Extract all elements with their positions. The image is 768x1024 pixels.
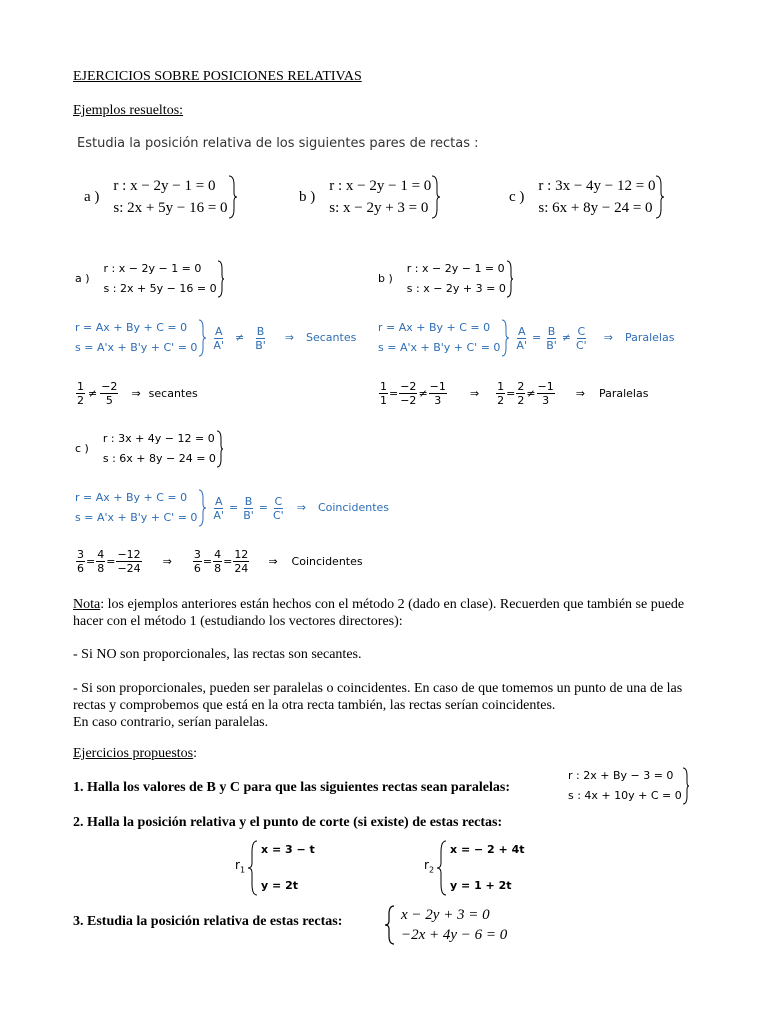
bullet-text-cont: En caso contrario, serían paralelas. (73, 715, 269, 730)
solution-c-numeric (75, 548, 363, 575)
solution-a-general (75, 318, 356, 358)
implies-icon: ⇒ (575, 387, 585, 400)
pair-a-r: r : x − 2y − 1 = 0 (113, 178, 216, 194)
note-paragraph (73, 596, 698, 630)
eq-symbol: = (506, 387, 516, 400)
frac-den: −24 (117, 562, 141, 575)
exercise-1-s: s : 4x + 10y + C = 0 (568, 789, 682, 802)
pair-c-s: s: 6x + 8y − 24 = 0 (538, 200, 653, 216)
frac-num: C (274, 494, 283, 508)
neq-symbol: ≠ (561, 331, 571, 344)
eq-symbol: = (531, 331, 542, 344)
frac-num: 4 (97, 548, 105, 561)
frac-num: 1 (77, 380, 84, 393)
frac-den: 3 (434, 394, 442, 407)
pair-c-label: c ) (509, 189, 525, 205)
proposed-colon: : (193, 746, 198, 761)
solution-c-system (75, 429, 224, 469)
r1-label: $r_1$ (235, 858, 246, 875)
general-s: s = A'x + B'y + C' = 0 (75, 341, 198, 354)
r2-label: $r_2$ (424, 858, 435, 875)
frac-num: 4 (214, 548, 222, 561)
solution-c-r: r : 3x + 4y − 12 = 0 (102, 432, 215, 445)
proposed-label: Ejercicios propuestos (73, 746, 194, 761)
bullet-proportional (73, 680, 698, 731)
pair-a-label: a ) (84, 189, 100, 205)
note-text: : los ejemplos anteriores están hechos con el método 2 (dado en clase). Recuerden que también se puede hacer con el método 1 (estudiando los vectores directores): (73, 597, 685, 629)
solution-c-general (75, 488, 389, 528)
frac-den: B' (255, 338, 266, 352)
frac-num: −1 (429, 380, 446, 393)
frac-num: 1 (497, 380, 505, 393)
frac-den: 24 (234, 562, 249, 575)
frac-num: 2 (517, 380, 525, 393)
pair-b-s: s: x − 2y + 3 = 0 (329, 200, 429, 216)
solution-b-system (378, 259, 514, 299)
frac-den: 2 (497, 394, 505, 407)
solution-b-label: b ) (378, 272, 393, 285)
result-label: Paralelas (624, 331, 675, 344)
pair-c (509, 175, 665, 219)
frac-num: A (214, 494, 223, 508)
eq-symbol: = (86, 555, 96, 568)
solution-b-s: s : x − 2y + 3 = 0 (406, 282, 506, 295)
page-title: EJERCICIOS SOBRE POSICIONES RELATIVAS (73, 69, 362, 84)
implies-icon: ⇒ (296, 501, 306, 514)
pair-b (299, 175, 441, 219)
frac-num: A (214, 324, 223, 338)
bullet-text: - Si son proporcionales, pueden ser paralelas o coincidentes. En caso de que tomemos un punto de una de las rectas y comprobemos que está en la otra recta también, las rectas serían coincidentes. (73, 681, 683, 713)
frac-num: B (244, 494, 253, 508)
brace-icon (436, 840, 448, 896)
result-label: Coincidentes (291, 555, 363, 568)
bullet-text: - Si NO son proporcionales, las rectas son secantes. (73, 647, 362, 662)
neq-symbol: ≠ (88, 387, 98, 400)
brace-icon (217, 260, 225, 298)
solution-a-system (75, 259, 225, 299)
exercise-1-system (568, 766, 690, 806)
result-label: Secantes (306, 331, 357, 344)
r2-x: x = − 2 + 4t (450, 843, 525, 856)
brace-icon (500, 319, 510, 357)
pair-a (84, 175, 238, 219)
solution-b-r: r : x − 2y − 1 = 0 (406, 262, 505, 275)
frac-den: B' (546, 338, 557, 352)
solution-b-numeric (378, 380, 648, 407)
solution-a-numeric (75, 380, 198, 407)
frac-den: C' (273, 508, 284, 522)
eq-symbol: = (223, 555, 233, 568)
neq-symbol: ≠ (234, 331, 245, 344)
frac-den: 2 (77, 394, 84, 407)
solution-a-label: a ) (75, 272, 90, 285)
frac-den: −2 (400, 394, 417, 407)
exercise-3: 3. Estudia la posición relativa de estas rectas: (73, 914, 343, 929)
solution-b-general (378, 318, 674, 358)
pair-b-label: b ) (299, 189, 316, 205)
general-r: r = Ax + By + C = 0 (378, 321, 491, 334)
brace-icon (197, 319, 207, 357)
frac-num: 12 (234, 548, 249, 561)
frac-num: −12 (117, 548, 141, 561)
section-solved-examples: Ejemplos resueltos: (73, 103, 184, 118)
neq-symbol: ≠ (526, 387, 536, 400)
frac-den: 5 (105, 394, 113, 407)
eq-symbol: = (202, 555, 213, 568)
eq-symbol: = (228, 501, 239, 514)
general-s: s = A'x + B'y + C' = 0 (75, 511, 198, 524)
eq-symbol: = (258, 501, 268, 514)
general-s: s = A'x + B'y + C' = 0 (378, 341, 501, 354)
result-label: Coincidentes (317, 501, 390, 514)
frac-num: −2 (400, 380, 417, 393)
solution-a-s: s : 2x + 5y − 16 = 0 (103, 282, 217, 295)
brace-icon (506, 260, 514, 298)
solution-a-r: r : x − 2y − 1 = 0 (103, 262, 202, 275)
brace-icon (655, 175, 665, 219)
general-r: r = Ax + By + C = 0 (75, 321, 188, 334)
frac-den: A' (213, 338, 224, 352)
implies-icon: ⇒ (284, 331, 294, 344)
r2-y: y = 1 + 2t (450, 879, 512, 892)
pair-c-r: r : 3x − 4y − 12 = 0 (538, 178, 656, 194)
pair-a-s: s: 2x + 5y − 16 = 0 (113, 200, 228, 216)
eq-symbol: = (389, 387, 399, 400)
section-proposed (73, 746, 197, 762)
exercise-1: 1. Halla los valores de B y C para que las siguientes rectas sean paralelas: (73, 780, 510, 795)
r1-x: x = 3 − t (261, 843, 315, 856)
frac-den: A' (213, 508, 224, 522)
result-label: secantes (148, 387, 198, 400)
frac-den: 6 (193, 562, 201, 575)
bullet-not-proportional (73, 646, 698, 663)
brace-icon (197, 489, 207, 527)
general-r: r = Ax + By + C = 0 (75, 491, 188, 504)
frac-den: B' (243, 508, 254, 522)
frac-den: 6 (77, 562, 84, 575)
result-label: Paralelas (598, 387, 649, 400)
frac-den: 8 (97, 562, 105, 575)
solution-c-label: c ) (75, 442, 89, 455)
implies-icon: ⇒ (268, 555, 278, 568)
brace-icon (228, 175, 238, 219)
exercise-2: 2. Halla la posición relativa y el punto de corte (si existe) de estas rectas: (73, 815, 503, 830)
frac-num: 1 (380, 380, 387, 393)
frac-num: 3 (193, 548, 201, 561)
frac-num: C (577, 324, 586, 338)
frac-num: −2 (101, 380, 118, 393)
frac-den: 1 (380, 394, 387, 407)
neq-symbol: ≠ (418, 387, 428, 400)
brace-icon (247, 840, 259, 896)
brace-icon (216, 430, 224, 468)
instruction: Estudia la posición relativa de los siguientes pares de rectas : (77, 136, 479, 151)
implies-icon: ⇒ (603, 331, 613, 344)
frac-num: A (517, 324, 526, 338)
pair-b-r: r : x − 2y − 1 = 0 (329, 178, 432, 194)
implies-icon: ⇒ (469, 387, 480, 400)
exercise-2-r1 (235, 840, 315, 896)
solution-c-s: s : 6x + 8y − 24 = 0 (102, 452, 216, 465)
exercise-2-r2 (424, 840, 525, 896)
exercise-3-l1: x − 2y + 3 = 0 (401, 907, 490, 923)
frac-den: A' (516, 338, 527, 352)
frac-den: 3 (542, 394, 550, 407)
brace-icon (383, 905, 397, 945)
eq-symbol: = (106, 555, 116, 568)
frac-den: 8 (214, 562, 222, 575)
r1-y: y = 2t (261, 879, 298, 892)
brace-icon (682, 767, 690, 805)
frac-num: −1 (537, 380, 554, 393)
exercise-1-r: r : 2x + By − 3 = 0 (568, 769, 674, 782)
implies-icon: ⇒ (131, 387, 141, 400)
frac-den: 2 (517, 394, 525, 407)
implies-icon: ⇒ (162, 555, 172, 568)
note-label: Nota (73, 597, 101, 612)
brace-icon (431, 175, 441, 219)
frac-num: B (256, 324, 265, 338)
frac-num: B (547, 324, 556, 338)
frac-num: 3 (77, 548, 84, 561)
exercise-3-system (383, 905, 507, 945)
exercise-3-l2: −2x + 4y − 6 = 0 (401, 927, 508, 943)
frac-den: C' (576, 338, 587, 352)
